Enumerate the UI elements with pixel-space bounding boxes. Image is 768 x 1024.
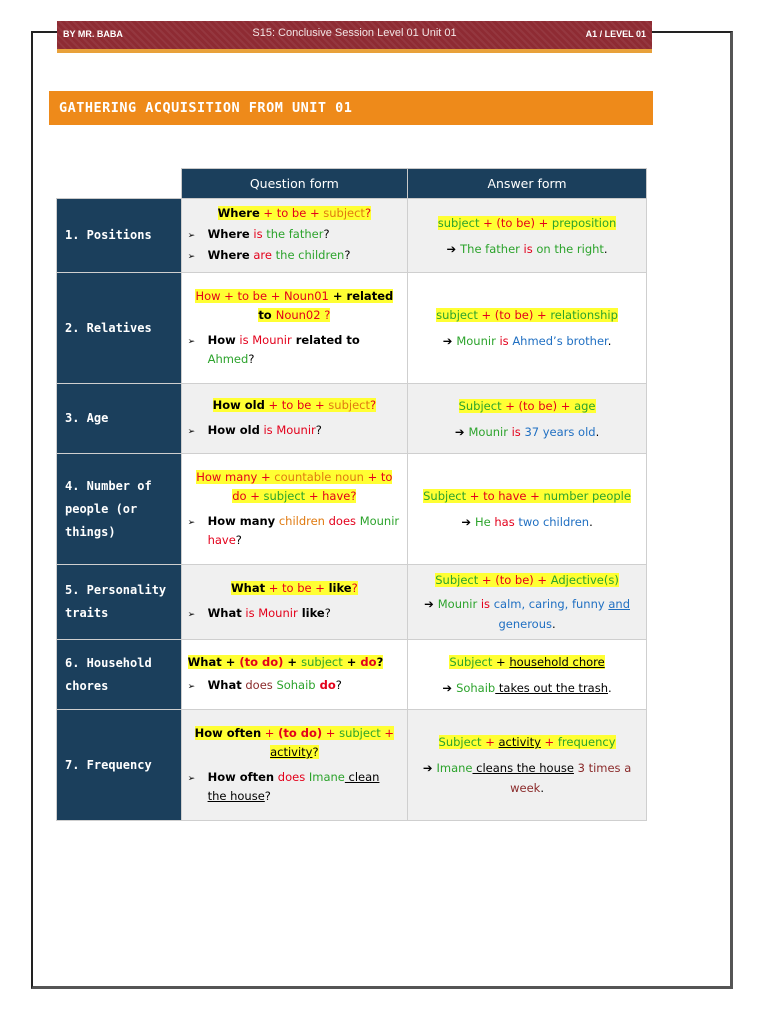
question-cell: How many + countable noun + to do + subject + have? ➢ How many children does Mounir have? [181,454,408,565]
list-item: ➢ How is Mounir related to Ahmed? [188,331,402,369]
arrowhead-bullet-icon: ➢ [187,337,196,347]
arrowhead-bullet-icon: ➢ [187,252,196,262]
answer-form-header: Answer form [408,169,647,199]
row-label: 3. Age [57,384,182,454]
right-arrow-icon: ➔ [422,761,437,775]
right-arrow-icon: ➔ [454,424,469,439]
list-item: ➢ What is Mounir like? [188,604,402,625]
list-item: ➢ How old is Mounir? [188,421,402,442]
table-header-row [57,169,647,199]
arrowhead-bullet-icon: ➢ [187,774,196,784]
arrowhead-bullet-icon: ➢ [187,610,196,620]
row-label: 4. Number of people (or things) [57,454,182,565]
answer-cell: Subject + activity + frequency ➔ Imane cleans the house 3 times a week. [408,710,647,821]
table-row [57,710,647,821]
answer-cell: subject + (to be) + relationship ➔ Mounir is Ahmed’s brother. [408,273,647,384]
list-item: ➢ Where is the father? [188,225,402,246]
table-row [57,640,647,710]
list-item: ➢ What does Sohaib do? [188,676,402,697]
right-arrow-icon: ➔ [442,334,457,348]
page-header [57,21,652,49]
question-cell: How often + (to do) + subject + activity? ➢ How often does Imane clean the house? [181,710,408,821]
table-row [57,384,647,454]
row-label: 7. Frequency [57,710,182,821]
row-label: 2. Relatives [57,273,182,384]
table-row [57,565,647,640]
right-arrow-icon: ➔ [461,515,475,529]
session-title: S15: Conclusive Session Level 01 Unit 01 [252,27,457,39]
header-blank-cell [57,169,182,199]
answer-cell: Subject + to have + number people ➔ He has two children. [408,454,647,565]
list-item: ➢ How often does Imane clean the house? [188,768,402,806]
arrowhead-bullet-icon: ➢ [187,518,196,528]
question-cell: How + to be + Noun01 + related to Noun02 ? ➢ How is Mounir related to Ahmed? [181,273,408,384]
row-label: 5. Personality traits [57,565,182,640]
table-row [57,454,647,565]
level-label: A1 / LEVEL 01 [585,29,646,39]
question-cell: Where + to be + subject? ➢ Where is the father? ➢ Where are the children? [181,199,408,273]
arrowhead-bullet-icon: ➢ [187,681,196,692]
right-arrow-icon: ➔ [424,597,438,611]
arrowhead-bullet-icon: ➢ [187,231,196,241]
question-form-header: Question form [181,169,408,199]
question-cell: What + (to do) + subject + do? ➢ What does Sohaib do? [181,640,408,710]
answer-cell: Subject + household chore ➔ Sohaib takes out the trash. [408,640,647,710]
right-arrow-icon: ➔ [442,680,457,695]
arrowhead-bullet-icon: ➢ [187,426,196,437]
list-item: ➢ Where are the children? [188,246,402,267]
answer-cell: Subject + (to be) + age ➔ Mounir is 37 years old. [408,384,647,454]
header-underline [57,49,652,53]
table-row [57,273,647,384]
row-label: 6. Household chores [57,640,182,710]
author-label: BY MR. BABA [63,29,123,39]
right-arrow-icon: ➔ [446,241,461,256]
grammar-table [56,168,647,821]
row-label: 1. Positions [57,199,182,273]
question-cell: What + to be + like? ➢ What is Mounir like? [181,565,408,640]
table-row [57,199,647,273]
list-item: ➢ How many children does Mounir have? [188,512,402,550]
question-cell: How old + to be + subject? ➢ How old is Mounir? [181,384,408,454]
section-title: GATHERING ACQUISITION FROM UNIT 01 [49,91,653,125]
answer-cell: Subject + (to be) + Adjective(s) ➔ Mounir is calm, caring, funny and generous. [408,565,647,640]
answer-cell: subject + (to be) + preposition ➔ The father is on the right. [408,199,647,273]
